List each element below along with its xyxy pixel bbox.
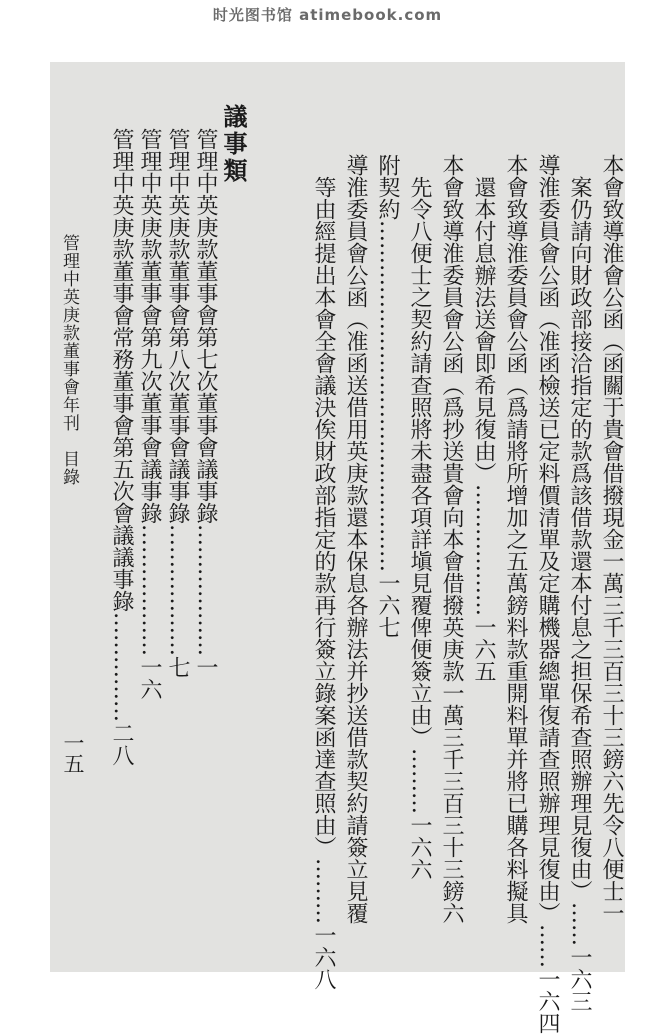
entry-text: 本會致導淮委員會公函（爲抄送貴會向本會借撥英庚款一萬三千三百三十三鎊六 [439, 154, 464, 924]
entry-text: 導淮委員會公函（准函檢送已定料價清單及定購機器總單復請查照辦理見復由）…… [535, 154, 560, 968]
entry-text: 管理中英庚款董事會第八次董事會議事錄……………… [165, 128, 190, 656]
toc-entry-8 [374, 154, 400, 944]
toc-entry-5 [470, 154, 496, 944]
section-entry-2 [164, 128, 190, 928]
toc-entry-3 [534, 154, 560, 1034]
entry-text: 本會致導淮會公函（函關于貴會借撥現金一萬三千三百三十三鎊六先令八便士一 [599, 154, 624, 924]
entry-text: 還本付息辦法送會即希見復由）……………… [471, 154, 496, 616]
toc-entry-1 [598, 154, 624, 924]
entry-text: 管理中英庚款董事會第九次董事會議事錄……………… [137, 128, 162, 656]
section-entry-3 [136, 128, 162, 928]
entry-text: 案仍請向財政部接洽指定的款爲該借款還本付息之担保希查照辦理見復由）…… [567, 154, 592, 946]
entry-page: 一六 [137, 656, 162, 700]
entry-page: 一六五 [471, 616, 496, 682]
entry-page: 七 [165, 656, 190, 678]
entry-text: 管理中英庚款董事會常務董事會第五次會議議事錄…………… [109, 128, 134, 722]
entry-text: 先令八便士之契約請查照將未盡各項詳塡見覆俾便簽立由）……… [407, 154, 432, 814]
entry-page: 一六八 [311, 924, 336, 990]
entry-page: 二八 [109, 722, 134, 766]
entry-page: 一六七 [375, 572, 400, 638]
toc-entry-7 [406, 154, 432, 944]
toc-entry-4 [502, 154, 528, 924]
section-entry-4 [108, 128, 134, 928]
toc-entry-9 [342, 154, 368, 924]
scanned-page [50, 62, 625, 1034]
entry-page: 一 [193, 656, 218, 678]
toc-entry-10 [310, 154, 336, 990]
entry-text: 本會致導淮委員會公函（爲請將所增加之五萬鎊料款重開料單并將已購各料擬具 [503, 154, 528, 924]
toc-entry-2 [566, 154, 592, 1012]
entry-text: 附契約………………………………………… [375, 154, 400, 572]
section-title: 議事類 [219, 104, 248, 185]
entry-text: 管理中英庚款董事會第七次董事會議事錄……………… [193, 128, 218, 656]
page-number: 一五 [61, 732, 85, 774]
running-header: 管理中英庚款董事會年刊 目錄 [59, 234, 79, 486]
entry-text: 等由經提出本會全會議決俟財政部指定的款再行簽立錄案函達查照由）……… [311, 154, 336, 924]
toc-entry-6 [438, 154, 464, 924]
entry-page: 一六四 [535, 968, 560, 1034]
section-entry-1 [192, 128, 218, 928]
watermark-text: 时光图书馆 atimebook.com [212, 6, 443, 24]
entry-page: 一六六 [407, 814, 432, 880]
entry-page: 一六三 [567, 946, 592, 1012]
entry-text: 導淮委員會公函（准函送借用英庚款還本保息各辦法并抄送借款契約請簽立見覆 [343, 154, 368, 924]
